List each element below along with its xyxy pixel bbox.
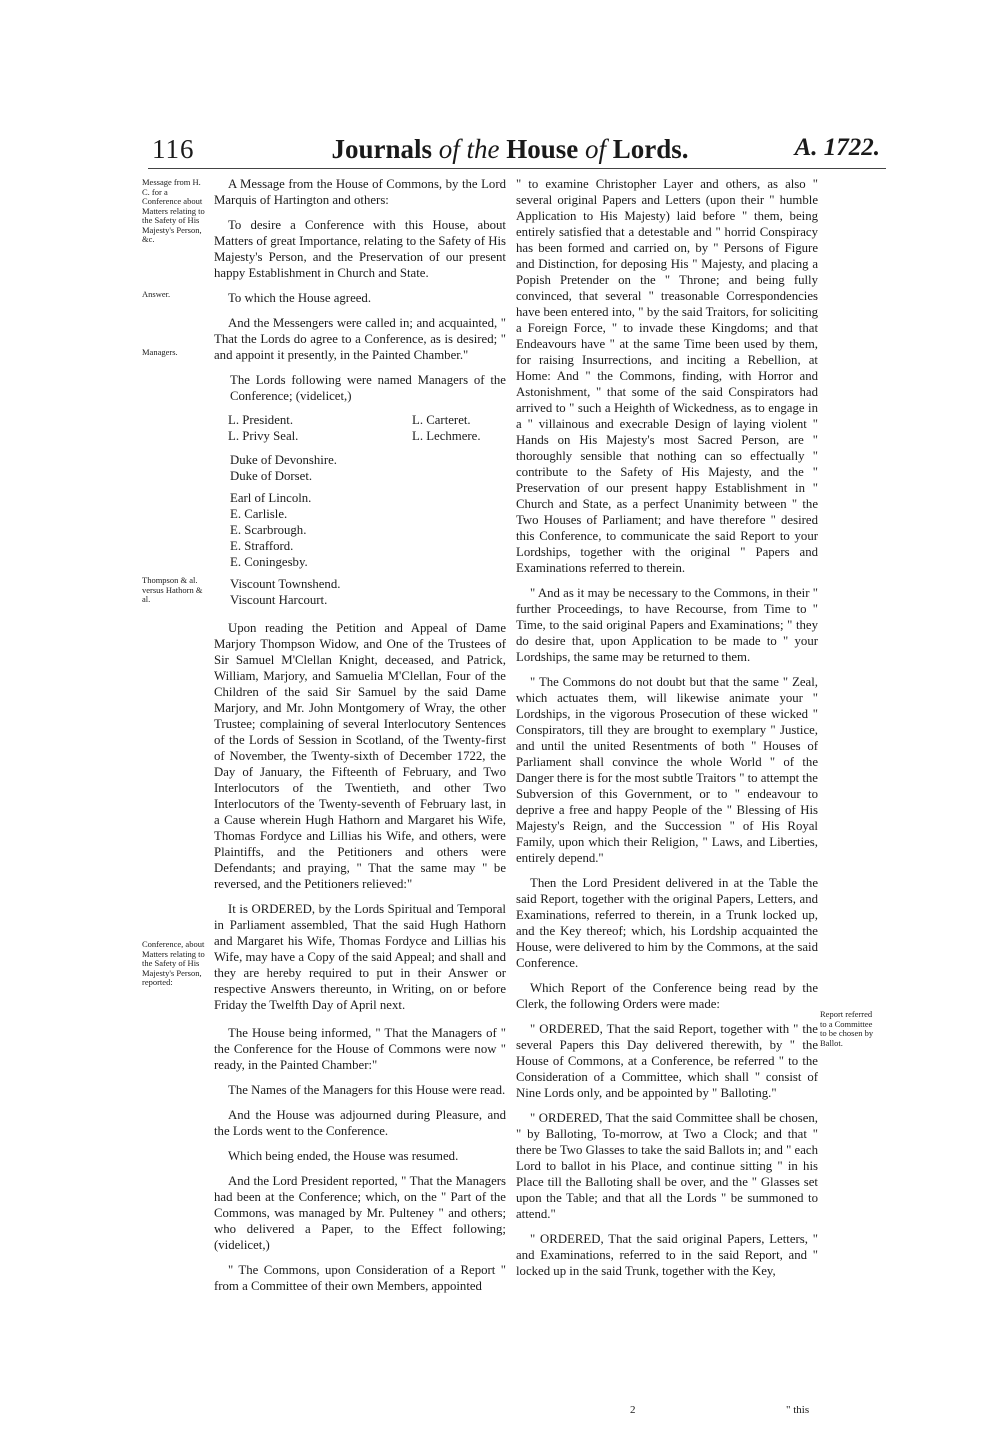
margin-note-answer: Answer. <box>142 289 171 299</box>
manager-name: Earl of Lincoln. <box>230 491 312 505</box>
paragraph: " ORDERED, That the said Report, together with " the several Papers this Day delivered therewith, by " the House of Commons, at a Conference, be referred " to the Consideration of a Committee, which shall " consist of Nine Lords only, and be appointed by " Balloting." <box>516 1022 818 1100</box>
signature-mark: 2 <box>630 1404 636 1416</box>
paragraph: Upon reading the Petition and Appeal of Dame Marjory Thompson Widow, and One of the Trustees of Sir Samuel M'Clellan Knight, deceased, and Patrick, William, Marjory, and Samuelia M'Clellan, Four of the Children of the said Sir Samuel by the said Dame Marjory, and Mr. John Montgomery of Wray, the other Trustee; complaining of several Interlocutory Sentences of the Lords of Session in Scotland, of the Twenty-first of November, the Twenty-sixth of December 1722, the Day of January, the Fifteenth of February, and Two Interlocutors of the Twentieth, and other Two Interlocutors of the Twenty-seventh of February last, in a Cause wherein Hugh Hathorn and Margaret his Wife, Thomas Fordyce and Lillias his Wife, and others, were Plaintiffs, and the Petitioners and others were Defendants; and praying, " That the same may " be reversed, and the Petitioners relieved:" <box>214 621 506 891</box>
page-number: 116 <box>152 134 195 164</box>
margin-note-conference: Conference, about Matters relating to the Safety of His Majesty's Person, reported: <box>142 939 205 987</box>
paragraph: A Message from the House of Commons, by the Lord Marquis of Hartington and others: <box>214 177 506 207</box>
running-title: Journals of the House of Lords. <box>331 134 689 164</box>
manager-name: Duke of Devonshire. <box>230 453 337 467</box>
manager-name: L. Carteret. <box>412 413 471 427</box>
manager-name: E. Coningesby. <box>230 555 308 569</box>
margin-note-managers: Managers. <box>142 347 178 357</box>
manager-name: Duke of Dorset. <box>230 469 313 483</box>
managers-list <box>228 412 506 448</box>
managers-viscounts <box>230 576 506 608</box>
paragraph: To desire a Conference with this House, about Matters of great Importance, relating to the Safety of His Majesty's Person, and the Preservation of our present happy Establishment in Church and State. <box>214 218 506 280</box>
managers-dukes <box>230 452 506 484</box>
year-label: A. 1722. <box>794 134 880 161</box>
manager-name: E. Carlisle. <box>230 507 288 521</box>
managers-earls <box>230 490 506 570</box>
manager-name: Viscount Harcourt. <box>230 593 328 607</box>
manager-name: E. Scarbrough. <box>230 523 307 537</box>
paragraph: Which Report of the Conference being read by the Clerk, the following Orders were made: <box>516 981 818 1011</box>
paragraph: " ORDERED, That the said Committee shall be chosen, " by Balloting, To-morrow, at Two a Clock; and that " there be Two Glasses to take the said Ballots in; and " each Lord to ballot in his Place, and continue sitting " in his Place till the Balloting shall be over, and the " Glasses set upon the Table; and that all the Lords " be summoned to attend." <box>516 1111 818 1221</box>
margin-note-message: Message from H. C. for a Conference about Matters relating to the Safety of His Majesty's Person, &c. <box>142 177 205 244</box>
paragraph: It is ORDERED, by the Lords Spiritual and Temporal in Parliament assembled, That the said Hugh Hathorn and Margaret his Wife, Thomas Fordyce and Lillias his Wife, may have a Copy of the said Appeal; and shall and they are hereby required to put in their Answer or respective Answers thereunto, in Writing, on or before Friday the Twelfth Day of April next. <box>214 902 506 1012</box>
managers-intro: The Lords following were named Managers of the Conference; (videlicet,) <box>230 373 506 403</box>
paragraph: " ORDERED, That the said original Papers, Letters, " and Examinations, referred to in the said Report, and " locked up in the said Trunk, together with the Key, <box>516 1232 818 1278</box>
paragraph: And the Messengers were called in; and acquainted, " That the Lords do agree to a Conference, as is desired; " and appoint it presently, in the Painted Chamber." <box>214 316 506 362</box>
manager-name: L. Privy Seal. <box>228 429 299 443</box>
paragraph: Then the Lord President delivered in at the Table the said Report, together with the original Papers, Letters, and Examinations, referred to therein, in a Trunk locked up, and the Key thereof; which, his Lordship acquainted the House, were delivered to him by the Commons, at the said Conference. <box>516 876 818 970</box>
paragraph: Which being ended, the House was resumed. <box>228 1149 459 1163</box>
header-rule <box>148 168 886 169</box>
paragraph: And the Lord President reported, " That the Managers had been at the Conference; which, on the " Part of the Commons, was managed by Mr. Pulteney " and others; who delivered a Paper, to the Effect following; (videlicet,) <box>214 1174 506 1252</box>
paragraph: To which the House agreed. <box>228 291 372 305</box>
manager-name: E. Strafford. <box>230 539 294 553</box>
margin-note-report-referred: Report referred to a Committee to be chosen by Ballot. <box>820 1009 874 1048</box>
catchword: " this <box>786 1404 810 1416</box>
manager-name: L. President. <box>228 413 294 427</box>
paragraph: " And as it may be necessary to the Commons, in their " further Proceedings, to have Recourse, from Time to " Time, to the said original Papers and Examinations; " they do desire that, upon Application to be made to " your Lordships, the same may be returned to them. <box>516 586 818 664</box>
paragraph: The House being informed, " That the Managers of " the Conference for the House of Commons were now " ready, in the Painted Chamber:" <box>214 1026 506 1072</box>
right-column <box>516 176 818 1288</box>
manager-name: Viscount Townshend. <box>230 577 341 591</box>
manager-name: L. Lechmere. <box>412 429 481 443</box>
paragraph: " to examine Christopher Layer and others, as also " several original Papers and Letters (upon their " humble Application to His Majesty) laid before " them, being entirely satisfied that a detestable and " horrid Conspiracy has been formed and carried on, by " Persons of Figure and Distinction, for deposing His " Majesty, and placing a Popish Pretender on the " Throne; and being fully convinced, that several " treasonable Correspondencies have been entered into, " by the said Traitors, for soliciting a Foreign Force, " to invade these Kingdoms; and that Endeavours have " at the same Time been used by them, for raising Insurrections, and inciting a Rebellion, at Home: And " the Commons, finding, with Horror and Astonishment, " that some of the said Conspirators had arrived to " such a Heighth of Wickedness, as to engage in a " villainous and execrable Design of laying violent " Hands on His Majesty's most Sacred Person, are " thoroughly sensible that nothing can so effectually " contribute to the Safety of His Majesty, and the " Preservation of our present happy Establishment in " Church and State, as a perfect Unanimity between " the Two Houses of Parliament; and have therefore " desired this Conference, to communicate the said Report to your Lordships, together with the original " Papers and Examinations referred to therein. <box>516 177 818 575</box>
paragraph: " The Commons do not doubt but that the same " Zeal, which actuates them, will likewise animate your " Lordships, in the vigorous Prosecution of these wicked " Conspirators, till they are brought to exemplary " Justice, and until the united Resentments of both " Houses of Parliament shall convince the whole World " of the Danger there is for the most subtle Traitors " to attempt the Subversion of this Government, or to " endeavour to deprive a free and happy People of the " Blessing of His Majesty's Reign, and the Succession " of His Royal Family, upon which their Religion, " Laws, and Liberties, entirely depend." <box>516 675 818 865</box>
paragraph: " The Commons, upon Consideration of a Report " from a Committee of their own Members, appointed <box>214 1263 506 1293</box>
left-column <box>214 176 506 1303</box>
paragraph: The Names of the Managers for this House were read. <box>228 1083 506 1097</box>
paragraph: And the House was adjourned during Pleasure, and the Lords went to the Conference. <box>214 1108 506 1138</box>
margin-note-thompson: Thompson & al. versus Hathorn & al. <box>142 575 203 604</box>
